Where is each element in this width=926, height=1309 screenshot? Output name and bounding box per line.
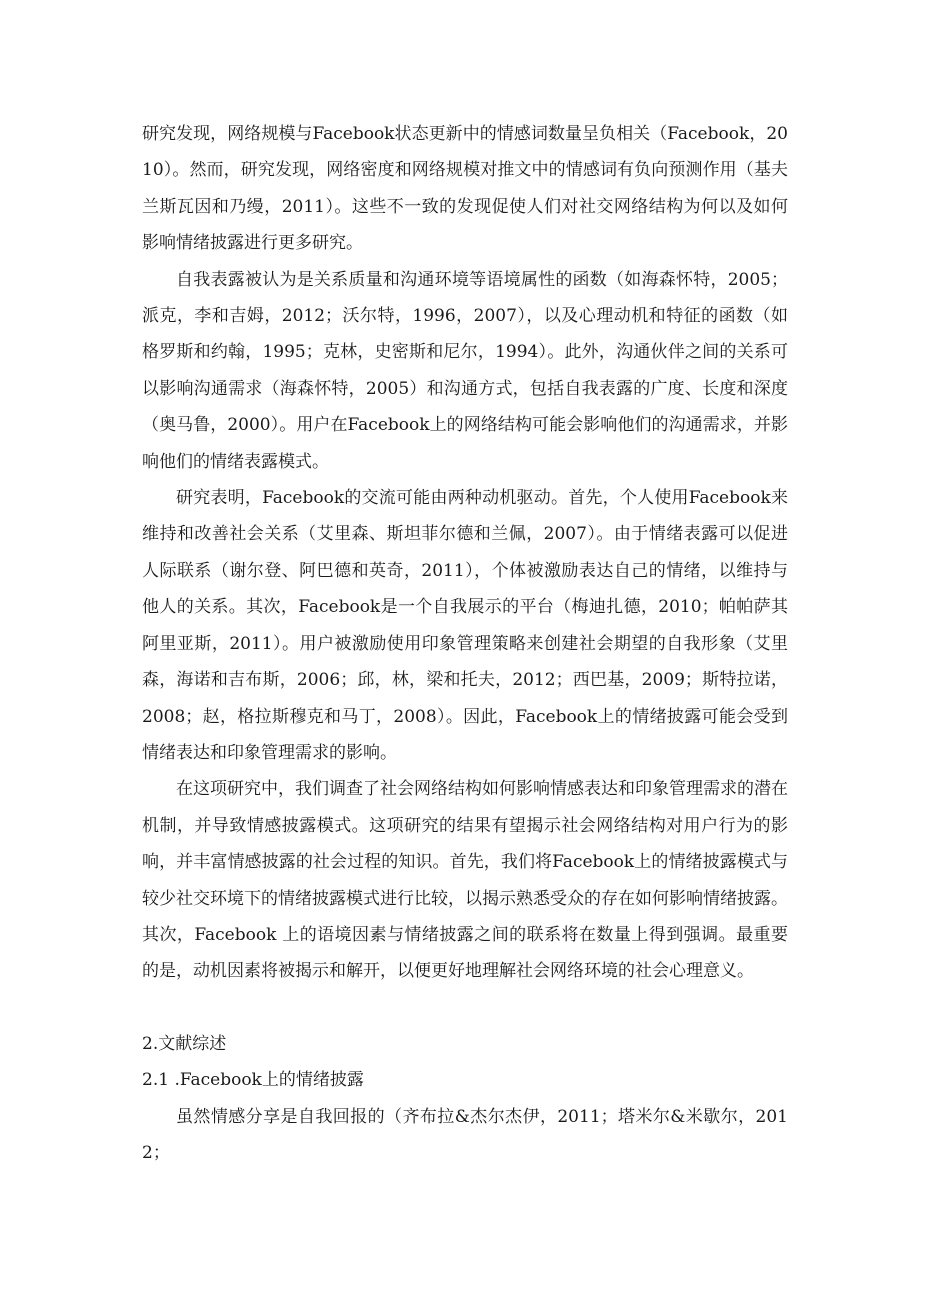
body-paragraph: 在这项研究中，我们调查了社会网络结构如何影响情感表达和印象管理需求的潜在机制，并导致情感披露模式。这项研究的结果有望揭示社会网络结构对用户行为的影响，并丰富情感披露的社会过程的知识。首先，我们将Facebook上的情绪披露模式与较少社交环境下的情绪披露模式进行比较，以揭示熟悉受众的存在如何影响情绪披露。其次，Facebook 上的语境因素与情绪披露之间的联系将在数量上得到强调。最重要的是，动机因素将被揭示和解开，以便更好地理解社会网络环境的社会心理意义。 bbox=[142, 779, 788, 982]
subsection-heading: 2.1 .Facebook上的情绪披露 bbox=[142, 1070, 364, 1091]
body-paragraph: 研究发现，网络规模与Facebook状态更新中的情感词数量呈负相关（Facebook，2010）。然而，研究发现，网络密度和网络规模对推文中的情感词有负向预测作用（基夫兰斯瓦因和乃缦，2011）。这些不一致的发现促使人们对社交网络结构为何以及如何影响情绪披露进行更多研究。 bbox=[142, 124, 788, 254]
body-paragraph: 虽然情感分享是自我回报的（齐布拉&杰尔杰伊，2011；塔米尔&米歇尔，2012； bbox=[142, 1106, 788, 1163]
document-page bbox=[142, 116, 788, 1171]
section-spacer bbox=[142, 990, 788, 1026]
body-paragraph: 自我表露被认为是关系质量和沟通环境等语境属性的函数（如海森怀特，2005；派克，李和吉姆，2012；沃尔特，1996，2007），以及心理动机和特征的函数（如格罗斯和约翰，1995；克林，史密斯和尼尔，1994）。此外，沟通伙伴之间的关系可以影响沟通需求（海森怀特，2005）和沟通方式，包括自我表露的广度、长度和深度（奥马鲁，2000）。用户在Facebook上的网络结构可能会影响他们的沟通需求，并影响他们的情绪表露模式。 bbox=[142, 269, 788, 472]
body-paragraph: 研究表明，Facebook的交流可能由两种动机驱动。首先，个人使用Facebook来维持和改善社会关系（艾里森、斯坦菲尔德和兰佩，2007）。由于情绪表露可以促进人际联系（谢尔登、阿巴德和英奇，2011），个体被激励表达自己的情绪，以维持与他人的关系。其次，Facebook是一个自我展示的平台（梅迪扎德，2010；帕帕萨其阿里亚斯，2011）。用户被激励使用印象管理策略来创建社会期望的自我形象（艾里森，海诺和吉布斯，2006；邱，林，梁和托夫，2012；西巴基，2009；斯特拉诺，2008；赵，格拉斯穆克和马丁，2008）。因此，Facebook上的情绪披露可能会受到情绪表达和印象管理需求的影响。 bbox=[142, 488, 788, 763]
section-heading: 2.文献综述 bbox=[142, 1033, 227, 1054]
